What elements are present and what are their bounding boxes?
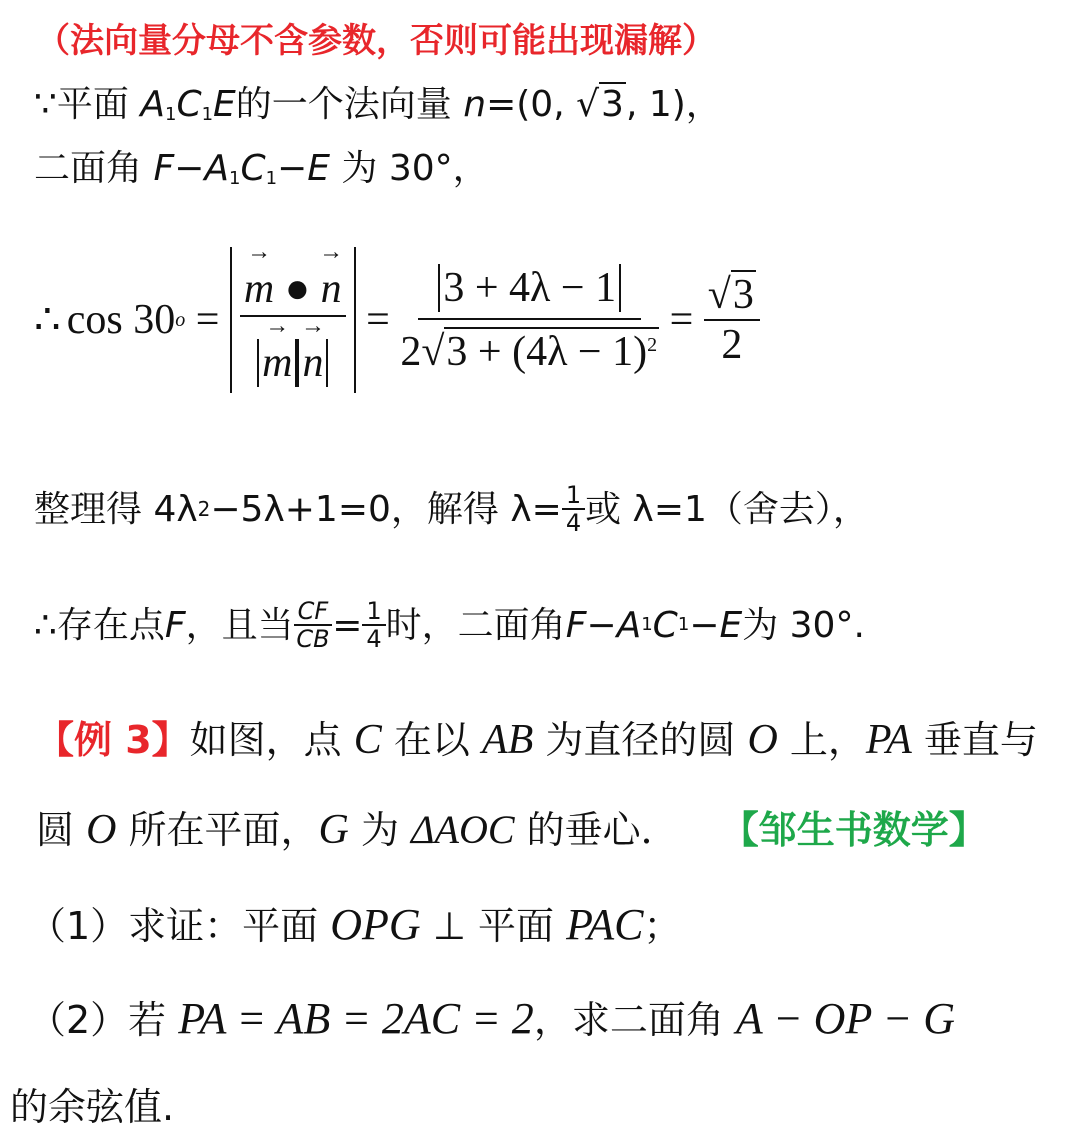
fraction-numerator	[240, 253, 346, 317]
because-symbol: ∵	[34, 84, 57, 125]
denominator: 4	[366, 625, 382, 654]
main-fraction	[400, 264, 659, 377]
dihedral-angle-line	[34, 148, 489, 190]
method-note	[36, 22, 716, 61]
numerator-expression: 3 + 4λ − 1	[438, 264, 621, 312]
cosine-equation	[34, 232, 760, 408]
degree-mark: o	[175, 308, 186, 331]
exponent: 2	[647, 334, 658, 356]
text: 的一个法向量	[235, 84, 464, 125]
abs-vector-m: → m	[257, 339, 297, 387]
perp-symbol: ⊥	[420, 904, 478, 948]
fraction-denominator	[400, 320, 659, 376]
var-e: E	[307, 148, 330, 189]
dash: −	[174, 148, 205, 189]
example-line-2	[36, 806, 987, 854]
example-tag: 【例 3】	[36, 718, 190, 762]
var-f: F	[565, 604, 587, 646]
dash: −	[689, 604, 720, 646]
abs-vector-n: → n	[297, 339, 328, 387]
vector-m: → m	[244, 265, 274, 313]
text: 的余弦值.	[10, 1085, 175, 1129]
var-ab: AB	[481, 717, 534, 763]
text: , 1)，	[625, 84, 722, 125]
text: ；	[643, 904, 682, 948]
equals: =	[659, 296, 704, 343]
denominator: 4	[565, 509, 582, 538]
radicand: 3 + (4λ − 1)	[446, 329, 648, 375]
text: 二面角	[34, 148, 154, 189]
dot-operator: ●	[274, 265, 321, 312]
sub: 1	[201, 104, 214, 125]
var-c: C	[353, 717, 382, 763]
brand-tag: 【邹生书数学】	[720, 808, 987, 852]
text: −5λ+1=0，解得 λ=	[210, 488, 562, 530]
equals: =	[332, 604, 363, 646]
var-a: A	[140, 84, 165, 125]
radicand: 3	[732, 271, 754, 318]
text: （1）求证：平面	[28, 904, 331, 948]
var-a: A	[616, 604, 642, 646]
var-f: F	[153, 148, 175, 189]
therefore-symbol: ∴	[34, 296, 61, 343]
note-text: （法向量分母不含参数，否则可能出现漏解）	[36, 21, 716, 61]
text: 为	[348, 808, 412, 852]
text: 存在点	[56, 604, 165, 646]
sub: 1	[228, 168, 241, 189]
condition-expression: PA = AB = 2AC = 2	[178, 994, 534, 1043]
cos-term: cos 30	[66, 296, 176, 343]
text: ，且当	[185, 604, 294, 646]
text: 平面	[477, 904, 567, 948]
var-o: O	[747, 717, 778, 763]
exponent: 2	[197, 496, 211, 521]
text: 如图，点	[189, 718, 354, 762]
var-o: O	[86, 807, 117, 853]
var-c: C	[240, 148, 266, 189]
text: 所在平面，	[116, 808, 319, 852]
fraction-denominator	[257, 317, 328, 387]
dot-fraction	[240, 253, 346, 388]
coefficient: 2	[400, 329, 422, 375]
part-2-continuation	[10, 1086, 174, 1130]
normal-vector-line	[34, 84, 722, 126]
conclusion-line	[34, 598, 865, 653]
var-f: F	[164, 604, 186, 646]
text: 为直径的圆	[533, 718, 748, 762]
sub: 1	[265, 168, 278, 189]
fraction-denominator: 2	[721, 322, 743, 368]
var-g: G	[318, 807, 349, 853]
part-2	[28, 994, 955, 1045]
text: 垂直与	[911, 718, 1038, 762]
dihedral-angle: A − OP − G	[735, 994, 956, 1043]
numerator: 1	[362, 598, 385, 626]
plane-pac: PAC	[566, 900, 644, 949]
text: 为 30°，	[329, 148, 489, 189]
text: 上，	[777, 718, 866, 762]
var-n: n	[463, 84, 487, 125]
var-pa: PA	[865, 717, 912, 763]
text: ，求二面角	[533, 998, 736, 1042]
plane-opg: OPG	[330, 900, 421, 949]
text: 在以	[381, 718, 482, 762]
var-c: C	[652, 604, 678, 646]
equals: =	[185, 296, 230, 343]
sqrt-symbol: √	[576, 84, 600, 125]
solve-line	[34, 482, 869, 537]
var-e: E	[719, 604, 743, 646]
sub: 1	[677, 614, 690, 636]
text: 时，二面角	[385, 604, 566, 646]
text: =(0,	[486, 84, 577, 125]
text: 整理得 4λ	[34, 488, 198, 530]
var-a: A	[204, 148, 229, 189]
text: 的垂心．	[514, 808, 679, 852]
sqrt-body	[444, 327, 659, 375]
text: 为 30°.	[742, 604, 865, 646]
dash: −	[277, 148, 308, 189]
triangle-aoc: ΔAOC	[411, 807, 515, 852]
denominator: CB	[296, 625, 330, 654]
fraction-cf-cb	[294, 598, 333, 653]
fraction-quarter	[362, 598, 385, 653]
abs-fraction	[230, 247, 356, 394]
var-e: E	[213, 84, 236, 125]
numerator: 1	[562, 482, 585, 510]
part-1	[28, 900, 682, 951]
var-c: C	[176, 84, 202, 125]
sub: 1	[165, 104, 177, 125]
equals: =	[355, 296, 401, 343]
dash: −	[586, 604, 617, 646]
example-line-1	[36, 716, 1038, 764]
sqrt-value: 3	[601, 84, 624, 125]
therefore-symbol: ∴	[34, 604, 57, 646]
result-fraction	[704, 271, 760, 370]
fraction-numerator	[418, 264, 641, 320]
text: 平面	[56, 84, 141, 125]
text: 或 λ=1（舍去），	[585, 488, 869, 530]
sub: 1	[641, 614, 653, 636]
vector-n: → n	[321, 265, 342, 313]
numerator: CF	[294, 598, 333, 626]
text: （2）若	[28, 998, 179, 1042]
text: 圆	[36, 808, 87, 852]
fraction-numerator	[704, 271, 760, 321]
fraction-quarter	[562, 482, 585, 537]
sqrt-symbol: √	[421, 329, 445, 375]
sqrt-symbol: √	[707, 271, 731, 318]
